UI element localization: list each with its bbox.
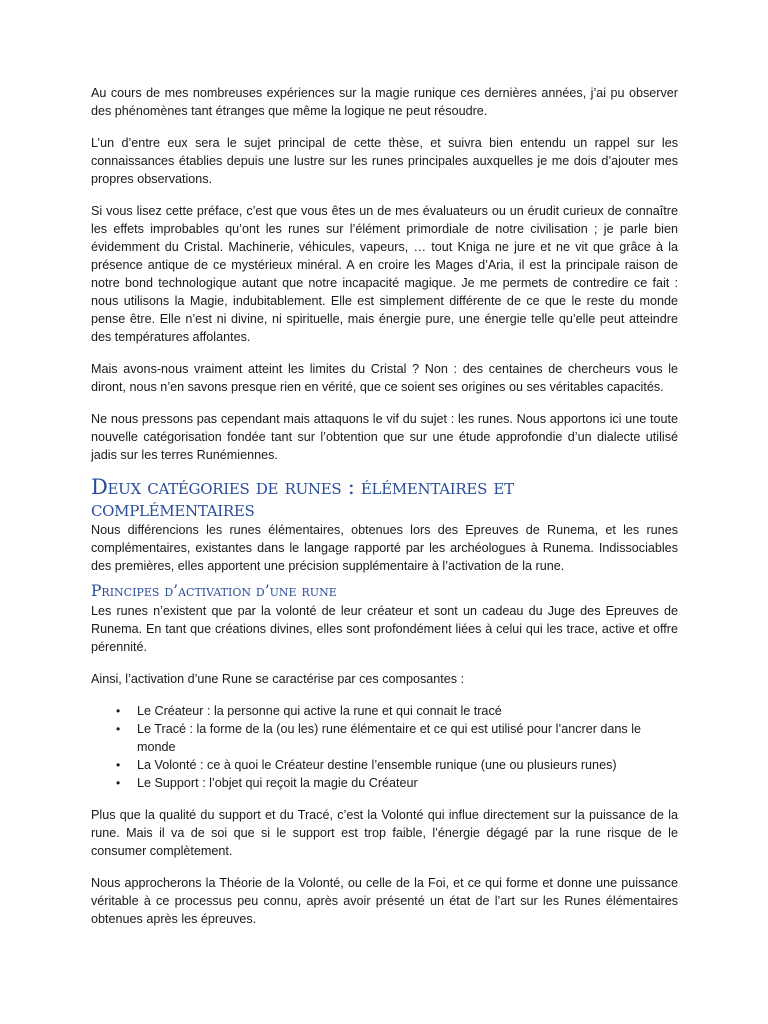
section2-paragraph-1: Les runes n’existent que par la volonté de leur créateur et sont un cadeau du Juge des Epreuves de Runema. En tant que créations divines, elles sont profondément liées à celui qui les trace, active et offre pérennité.: [91, 604, 678, 654]
intro-paragraph-1: Au cours de mes nombreuses expériences sur la magie runique ces dernières années, j’ai pu observer des phénomènes tant étranges que même la logique ne peut résoudre.: [91, 86, 678, 118]
list-item: [116, 720, 678, 756]
bullet-glyph: •: [116, 776, 121, 790]
section-heading-categories: Deux catégories de runes : élémentaires et complémentaires: [91, 475, 514, 521]
bullet-glyph: •: [116, 704, 121, 718]
bullet-glyph: •: [116, 722, 121, 736]
intro-paragraph-4: Mais avons-nous vraiment atteint les limites du Cristal ? Non : des centaines de chercheurs vous le diront, nous n’en savons presque rien en vérité, que ce soient ses origines ou ses véritables capacités.: [91, 362, 678, 394]
list-item: [116, 774, 678, 792]
list-item-text: Le Créateur : la personne qui active la rune et qui connait le tracé: [137, 704, 502, 718]
list-item: [116, 756, 678, 774]
list-item-text: Le Support : l’objet qui reçoit la magie du Créateur: [137, 776, 418, 790]
section2-paragraph-2: Ainsi, l’activation d’une Rune se caractérise par ces composantes :: [91, 672, 465, 686]
subsection-heading-activation: Principes d’activation d’une rune: [91, 582, 337, 600]
components-list: [91, 702, 678, 792]
intro-paragraph-5: Ne nous pressons pas cependant mais attaquons le vif du sujet : les runes. Nous apportons ici une toute nouvelle catégorisation fondée tant sur l’obtention que sur une étude approfondie d’un dialecte utilisé jadis sur les terres Runémiennes.: [91, 412, 678, 462]
intro-paragraph-3: Si vous lisez cette préface, c’est que vous êtes un de mes évaluateurs ou un érudit curieux de connaître les effets improbables qu’ont les runes sur l’élément primordiale de notre civilisation ; je parle bien évidemment du Cristal. Machinerie, véhicules, vapeurs, … tout Kniga ne jure et ne vit que grâce à la présence antique de ce mystérieux minéral. A en croire les Mages d’Aria, il est la principale raison de notre bond technologique autant que notre incapacité magique. Je me permets de contredire ce fait : nous utilisons la Magie, indubitablement. Elle est simplement différente de ce que le reste du monde pense être. Elle n’est ni divine, ni spirituelle, mais énergie pure, une énergie telle qu’elle peut atteindre des températures affolantes.: [91, 204, 678, 344]
intro-paragraph-2: L’un d’entre eux sera le sujet principal de cette thèse, et suivra bien entendu un rappel sur les connaissances établies depuis une lustre sur les runes principales auxquelles je me dois d’ajouter mes propres observations.: [91, 136, 678, 186]
section1-paragraph: Nous différencions les runes élémentaires, obtenues lors des Epreuves de Runema, et les runes complémentaires, existantes dans le langage rapporté par les archéologues à Runema. Indissociables des premières, elles apportent une précision supplémentaire à l’activation de la rune.: [91, 523, 678, 573]
bullet-glyph: •: [116, 758, 121, 772]
closing-paragraph-1: Plus que la qualité du support et du Tracé, c’est la Volonté qui influe directement sur la puissance de la rune. Mais il va de soi que si le support est trop faible, l’énergie dégagé par la rune risque de le consumer complètement.: [91, 808, 678, 858]
list-item: [116, 702, 678, 720]
list-item-text: La Volonté : ce à quoi le Créateur destine l’ensemble runique (une ou plusieurs runes): [137, 758, 617, 772]
closing-paragraph-2: Nous approcherons la Théorie de la Volonté, ou celle de la Foi, et ce qui forme et donne une puissance véritable à ce processus peu connu, après avoir présenté un état de l’art sur les Runes élémentaires obtenues après les épreuves.: [91, 876, 678, 926]
list-item-text: Le Tracé : la forme de la (ou les) rune élémentaire et ce qui est utilisé pour l’ancrer dans le monde: [137, 722, 642, 754]
